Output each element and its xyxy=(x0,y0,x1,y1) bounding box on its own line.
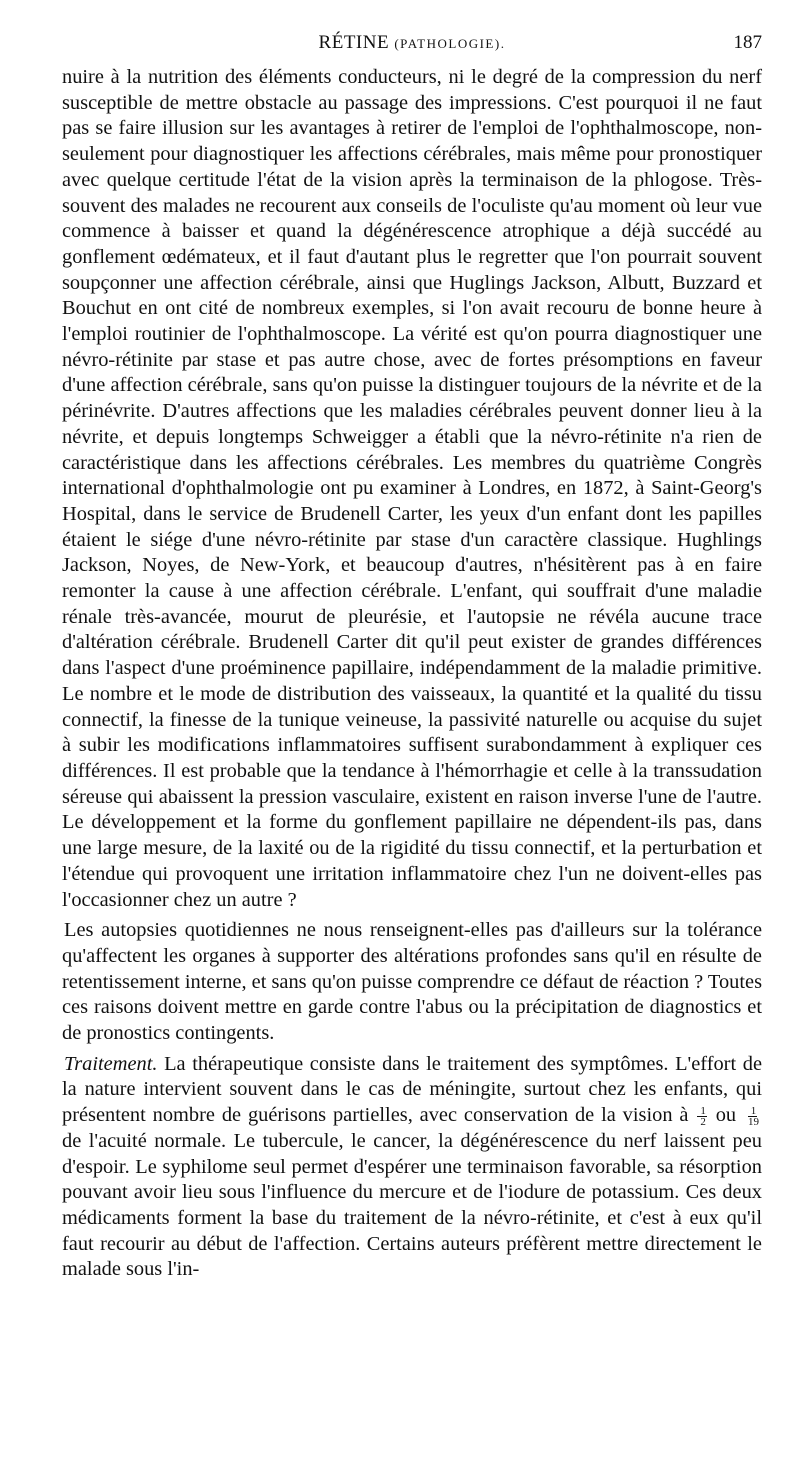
header-title-text: RÉTINE xyxy=(318,32,390,53)
page-number: 187 xyxy=(733,32,762,53)
paragraph-2: Les autopsies quotidiennes ne nous renseignent-elles pas d'ailleurs sur la tolérance qu'affectent les organes à supporter des altérations profondes sans qu'il en résulte de retentissement interne, et sans qu'on puisse comprendre ce défaut de réaction ? Toutes ces raisons doivent mettre en garde contre l'abus ou la précipitation de diagnostics et de pronostics contingents. xyxy=(62,919,763,1045)
paragraph-3-text-b: ou xyxy=(715,1104,737,1127)
fraction-one-half xyxy=(697,1106,707,1127)
paragraph-3 xyxy=(62,1052,762,1283)
fraction-denominator: 19 xyxy=(747,1115,759,1128)
running-header xyxy=(62,31,762,55)
fraction-numerator: 1 xyxy=(697,1106,707,1117)
paragraph-3-text-a: La thérapeutique consiste dans le traitement des symptômes. L'effort de la nature intervient souvent dans le cas de méningite, surtout chez les enfants, qui présentent nombre de guérisons partielles, avec conservation de la vision à xyxy=(62,1052,762,1127)
header-title xyxy=(62,31,762,56)
fraction-numerator: 1 xyxy=(748,1106,758,1117)
fraction-one-nineteenth xyxy=(745,1106,760,1127)
body-text xyxy=(62,65,762,1283)
paragraph-1: nuire à la nutrition des éléments conducteurs, ni le degré de la compression du nerf susceptible de mettre obstacle au passage des impressions. C'est pourquoi il ne faut pas se faire illusion sur les avantages à retirer de l'emploi de l'ophthalmoscope, non-seulement pour diagnostiquer les affections cérébrales, mais même pour pronostiquer avec quelque certitude l'état de la vision après la terminaison de la phlogose. Très-souvent des malades ne recourent aux conseils de l'oculiste qu'au moment où leur vue commence à baisser et quand la dégénérescence atrophique a déjà succédé au gonflement œdémateux, et il faut d'autant plus le regretter que l'on pourrait souvent soupçonner une affection cérébrale, ainsi que Huglings Jackson, Albutt, Buzzard et Bouchut en ont cité de nombreux exemples, si l'on avait recouru de bonne heure à l'emploi routinier de l'ophthalmoscope. La vérité est qu'on pourra diagnostiquer une névro-rétinite par stase et pas autre chose, avec de fortes présomptions en faveur d'une affection cérébrale, sans qu'on puisse la distinguer toujours de la névrite et de la périnévrite. D'autres affections que les maladies cérébrales peuvent donner lieu à la névrite, et depuis longtemps Schweigger a établi que la névro-rétinite n'a rien de caractéristique dans les affections cérébrales. Les membres du quatrième Congrès international d'ophthalmologie ont pu examiner à Londres, en 1872, à Saint-Georg's Hospital, dans le service de Brudenell Carter, les yeux d'un enfant dont les papilles étaient le siége d'une névro-rétinite par stase d'un caractère classique. Hughlings Jackson, Noyes, de New-York, et beaucoup d'autres, n'hésitèrent pas à en faire remonter la cause à une affection cérébrale. L'enfant, qui souffrait d'une maladie rénale très-avancée, mourut de pleurésie, et l'autopsie ne révéla aucune trace d'altération cérébrale. Brudenell Carter dit qu'il peut exister de grandes différences dans l'aspect d'une proéminence papillaire, indépendamment de la maladie primitive. Le nombre et le mode de distribution des vaisseaux, la quantité et la qualité du tissu connectif, la finesse de la tunique veineuse, la passivité naturelle ou acquise du sujet à subir les modifications inflammatoires suffisent surabondamment à expliquer ces différences. Il est probable que la tendance à l'hémorrhagie et celle à la transsudation séreuse qui abaissent la pression vasculaire, existent en raison inverse l'une de l'autre. Le développement et la forme du gonflement papillaire ne dépendent-ils pas, dans une large mesure, de la laxité ou de la rigidité du tissu connectif, et la perturbation et l'étendue qui provoquent une irritation inflammatoire chez l'un ne doivent-elles pas l'occasionner chez un autre ? xyxy=(62,66,762,911)
paragraph-3-text-c: de l'acuité normale. Le tubercule, le cancer, la dégénérescence du nerf laissent peu d'espoir. Le syphilome seul permet d'espérer une terminaison favorable, sa résorption pouvant avoir lieu sous l'influence du mercure et de l'iodure de potassium. Ces deux médicaments forment la base du traitement de la névro-rétinite, et c'est à eux qu'il faut recourir au début de l'affection. Certains auteurs préfèrent mettre directement le malade sous l'in- xyxy=(62,1129,762,1281)
header-subtitle: (PATHOLOGIE). xyxy=(394,36,506,51)
section-lead: Traitement. xyxy=(64,1052,158,1075)
fraction-denominator: 2 xyxy=(700,1115,706,1128)
